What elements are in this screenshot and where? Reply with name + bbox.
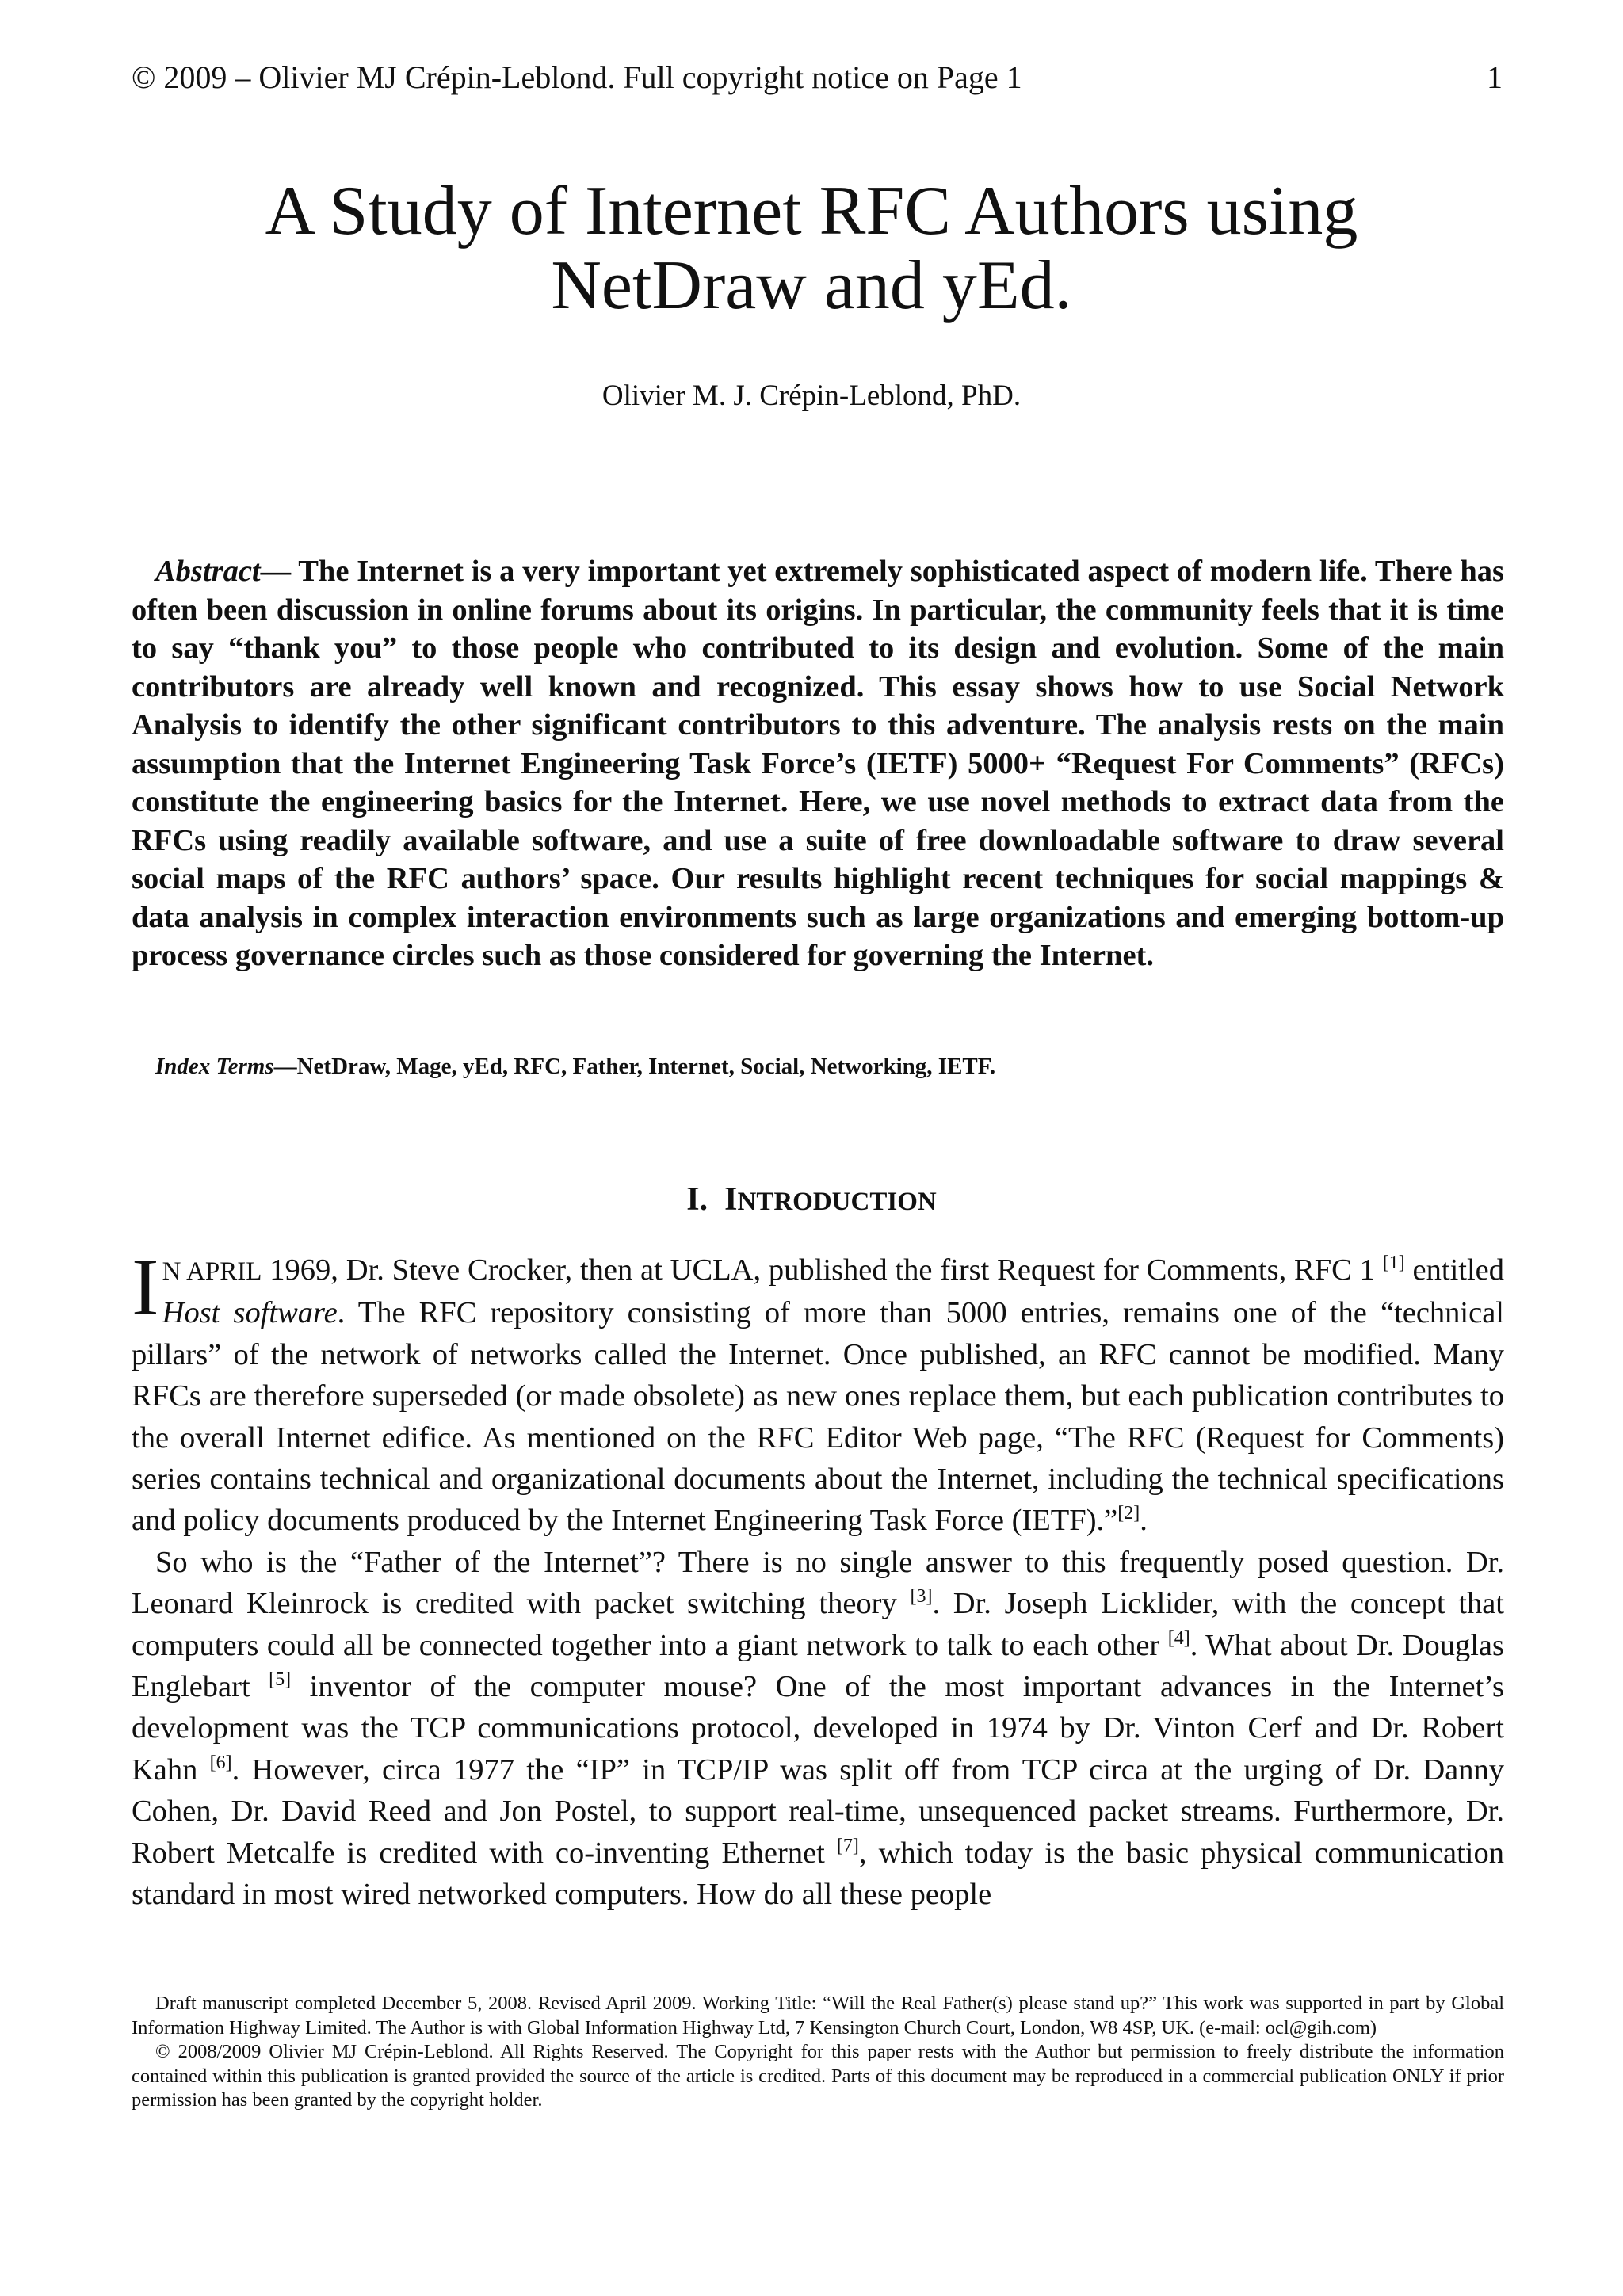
page-number: 1	[1487, 59, 1503, 95]
citation-ref: [4]	[1167, 1627, 1190, 1649]
intro-paragraph-1: I N APRIL 1969, Dr. Steve Crocker, then at UCLA, published the first Request for Comments, RFC 1 [1] entitled Host software. The RFC repository consisting of more than 5000 entries, remains one of the “technical pillars” of the network of networks called the Internet. Once published, an RFC cannot be modified. Many RFCs are therefore superseded (or made obsolete) as new ones replace them, but each publication contributes to the overall Internet edifice. As mentioned on the RFC Editor Web page, “The RFC (Request for Comments) series contains technical and organizational documents about the Internet, including the technical specifications and policy documents produced by the Internet Engineering Task Force (IETF).”[2].	[132, 1241, 1505, 1538]
citation-ref: [6]	[209, 1753, 232, 1774]
section-first-letter: I	[724, 1181, 738, 1218]
running-header	[132, 59, 1503, 103]
footnote-draft: Draft manuscript completed December 5, 2008. Revised April 2009. Working Title: “Will the Real Father(s) please stand up?” This work was supported in part by Global Information Highway Limited. The Author is with Global Information Highway Ltd, 7 Kensington Church Court, London, W8 4SP, UK. (e-mail: ocl@gih.com)	[132, 1993, 1504, 2039]
index-terms-label: Index Terms	[155, 1054, 274, 1079]
index-terms-text: —NetDraw, Mage, yEd, RFC, Father, Internet, Social, Networking, IETF.	[273, 1054, 996, 1079]
title-line-2: NetDraw and yEd.	[551, 247, 1072, 324]
italic-title: Host software	[162, 1296, 338, 1330]
author-line: Olivier M. J. Crépin-Leblond, PhD.	[601, 379, 1022, 412]
abstract	[132, 552, 1504, 975]
citation-ref: [5]	[269, 1669, 292, 1691]
drop-cap: I	[132, 1241, 159, 1333]
paper-title	[0, 174, 1623, 323]
citation-ref: [3]	[910, 1586, 933, 1608]
intro-paragraph-2: So who is the “Father of the Internet”? There is no single answer to this frequently posed question. Dr. Leonard Kleinrock is credited with packet switching theory [3]. Dr. Joseph Licklider, with the concept that computers could all be connected together into a giant network to talk to each other [4]. What about Dr. Douglas Englebart [5] inventor of the computer mouse? One of the most important advances in the Internet’s development was the TCP communications protocol, developed in 1974 by Dr. Vinton Cerf and Dr. Robert Kahn [6]. However, circa 1977 the “IP” in TCP/IP was split off from TCP circa at the urging of Dr. Danny Cohen, Dr. David Reed and Jon Postel, to support real-time, unsequenced packet streams. Furthermore, Dr. Robert Metcalfe is credited with co-inventing Ethernet [7], which today is the basic physical communication standard in most wired networked computers. How do all these people	[132, 1545, 1505, 1912]
section-heading	[0, 1180, 1623, 1219]
footnotes	[132, 1992, 1504, 2113]
footnote-copyright: © 2008/2009 Olivier MJ Crépin-Leblond. All Rights Reserved. The Copyright for this paper rests with the Author but permission to freely distribute the information contained within this publication is granted provided the source of the article is credited. Parts of this document may be reproduced in a commercial publication ONLY if prior permission has been granted by the copyright holder.	[132, 2041, 1504, 2111]
abstract-dash: —	[260, 555, 292, 588]
section-title-rest: NTRODUCTION	[737, 1188, 937, 1216]
header-copyright: © 2009 – Olivier MJ Crépin-Leblond. Full copyright notice on Page 1	[132, 59, 1022, 95]
small-caps-opening: N APRIL	[162, 1257, 262, 1286]
abstract-text: The Internet is a very important yet extremely sophisticated aspect of modern life. There has often been discussion in online forums about its origins. In particular, the community feels that it is time to say “thank you” to those people who contributed to its design and evolution. Some of the main contributors are already well known and recognized. This essay shows how to use Social Network Analysis to identify the other significant contributors to this adventure. The analysis rests on the main assumption that the Internet Engineering Task Force’s (IETF) 5000+ “Request For Comments” (RFCs) constitute the engineering basics for the Internet. Here, we use novel methods to extract data from the RFCs using readily available software, and use a suite of free downloadable software to draw several social maps of the RFC authors’ space. Our results highlight recent techniques for social mappings & data analysis in complex interaction environments such as large organizations and emerging bottom-up process governance circles such as those considered for governing the Internet.	[132, 555, 1504, 972]
title-line-1: A Study of Internet RFC Authors using	[265, 173, 1358, 250]
introduction-body	[132, 1241, 1505, 1916]
citation-ref: [2]	[1117, 1503, 1140, 1524]
citation-ref: [7]	[836, 1835, 859, 1856]
section-number: I.	[686, 1181, 708, 1218]
citation-ref: [1]	[1382, 1253, 1405, 1274]
index-terms	[155, 1054, 1503, 1080]
abstract-label: Abstract	[155, 555, 261, 588]
